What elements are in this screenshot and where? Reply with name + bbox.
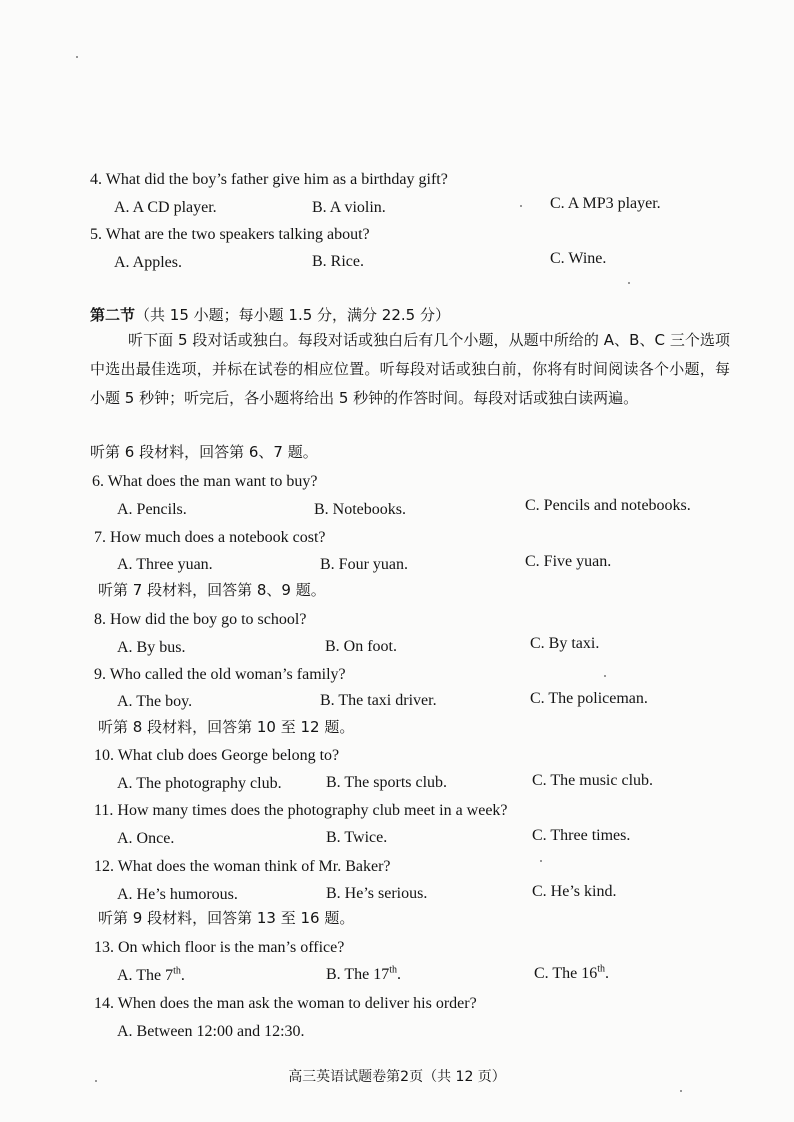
question-9-stem: 9. Who called the old woman’s family? xyxy=(94,666,346,683)
question-10-stem: 10. What club does George belong to? xyxy=(94,747,340,764)
scan-speck xyxy=(628,282,630,284)
question-12-option-b: B. He’s serious. xyxy=(326,885,428,902)
question-10-option-b: B. The sports club. xyxy=(326,774,448,791)
question-12-option-c: C. He’s kind. xyxy=(532,883,617,900)
question-8-option-a: A. By bus. xyxy=(117,639,186,656)
ordinal-suffix: th xyxy=(597,963,606,975)
question-7-option-b: B. Four yuan. xyxy=(320,556,408,573)
question-11-stem: 11. How many times does the photography club meet in a week? xyxy=(94,802,508,819)
section-heading xyxy=(90,305,450,325)
option-text: C. The 16 xyxy=(534,965,598,982)
question-4-option-b: B. A violin. xyxy=(312,199,386,216)
question-6-stem: 6. What does the man want to buy? xyxy=(92,473,318,490)
question-12-option-a: A. He’s humorous. xyxy=(117,886,238,903)
material-9-heading: 听第 9 段材料，回答第 13 至 16 题。 xyxy=(98,909,355,927)
question-5-option-c: C. Wine. xyxy=(550,250,607,267)
question-11-option-b: B. Twice. xyxy=(326,829,388,846)
question-6-option-c: C. Pencils and notebooks. xyxy=(525,497,691,514)
question-6-option-a: A. Pencils. xyxy=(117,501,187,518)
instructions-text: 听下面 5 段对话或独白。每段对话或独白后有几个小题，从题中所给的 A、B、C 三个选项中选出最佳选项，并标在试卷的相应位置。听每段对话或独白前，你将有时间阅读各个小题，每小题 5 秒钟；听完后，各小题将给出 5 秒钟的作答时间。每段对话或独白读两遍。 xyxy=(90,331,730,407)
question-13-option-c: C. The 16th. xyxy=(534,963,610,982)
question-14-stem: 14. When does the man ask the woman to deliver his order? xyxy=(94,995,477,1012)
question-7-stem: 7. How much does a notebook cost? xyxy=(94,529,326,546)
option-text: A. The 7 xyxy=(117,967,174,984)
material-8-heading: 听第 8 段材料，回答第 10 至 12 题。 xyxy=(98,718,355,736)
section-instructions xyxy=(90,326,730,413)
question-13-option-a: A. The 7th. xyxy=(117,965,185,984)
page-footer: 高三英语试题卷第2页（共 12 页） xyxy=(288,1069,506,1085)
question-7-option-c: C. Five yuan. xyxy=(525,553,612,570)
scan-speck xyxy=(604,675,606,677)
question-10-option-a: A. The photography club. xyxy=(117,775,282,792)
question-11-option-a: A. Once. xyxy=(117,830,175,847)
scan-speck xyxy=(520,205,522,207)
question-6-option-b: B. Notebooks. xyxy=(314,501,406,518)
question-8-stem: 8. How did the boy go to school? xyxy=(94,611,307,628)
question-14-option-a: A. Between 12:00 and 12:30. xyxy=(117,1023,305,1040)
ordinal-suffix: th xyxy=(173,965,181,977)
question-11-option-c: C. Three times. xyxy=(532,827,631,844)
question-5-option-a: A. Apples. xyxy=(114,254,182,271)
question-9-option-a: A. The boy. xyxy=(117,693,193,710)
scan-speck xyxy=(76,56,78,58)
question-4-stem: 4. What did the boy’s father give him as a birthday gift? xyxy=(90,171,448,188)
material-6-heading: 听第 6 段材料，回答第 6、7 题。 xyxy=(90,443,318,461)
question-12-stem: 12. What does the woman think of Mr. Baker? xyxy=(94,858,391,875)
question-8-option-b: B. On foot. xyxy=(325,638,397,655)
section-note: （共 15 小题；每小题 1.5 分，满分 22.5 分） xyxy=(135,306,450,324)
material-7-heading: 听第 7 段材料，回答第 8、9 题。 xyxy=(98,581,326,599)
question-9-option-c: C. The policeman. xyxy=(530,690,648,707)
question-10-option-c: C. The music club. xyxy=(532,772,654,789)
question-7-option-a: A. Three yuan. xyxy=(117,556,213,573)
scan-speck xyxy=(540,860,542,862)
question-4-option-c: C. A MP3 player. xyxy=(550,195,661,212)
question-13-option-b: B. The 17th. xyxy=(326,964,402,983)
scan-speck xyxy=(95,1080,97,1082)
question-8-option-c: C. By taxi. xyxy=(530,635,600,652)
question-5-stem: 5. What are the two speakers talking about? xyxy=(90,226,370,243)
option-text: B. The 17 xyxy=(326,966,390,983)
question-4-option-a: A. A CD player. xyxy=(114,199,217,216)
question-9-option-b: B. The taxi driver. xyxy=(320,692,437,709)
question-5-option-b: B. Rice. xyxy=(312,253,364,270)
section-title: 第二节 xyxy=(90,306,136,324)
scan-speck xyxy=(680,1090,682,1092)
ordinal-suffix: th xyxy=(389,964,398,976)
question-13-stem: 13. On which floor is the man’s office? xyxy=(94,939,345,956)
